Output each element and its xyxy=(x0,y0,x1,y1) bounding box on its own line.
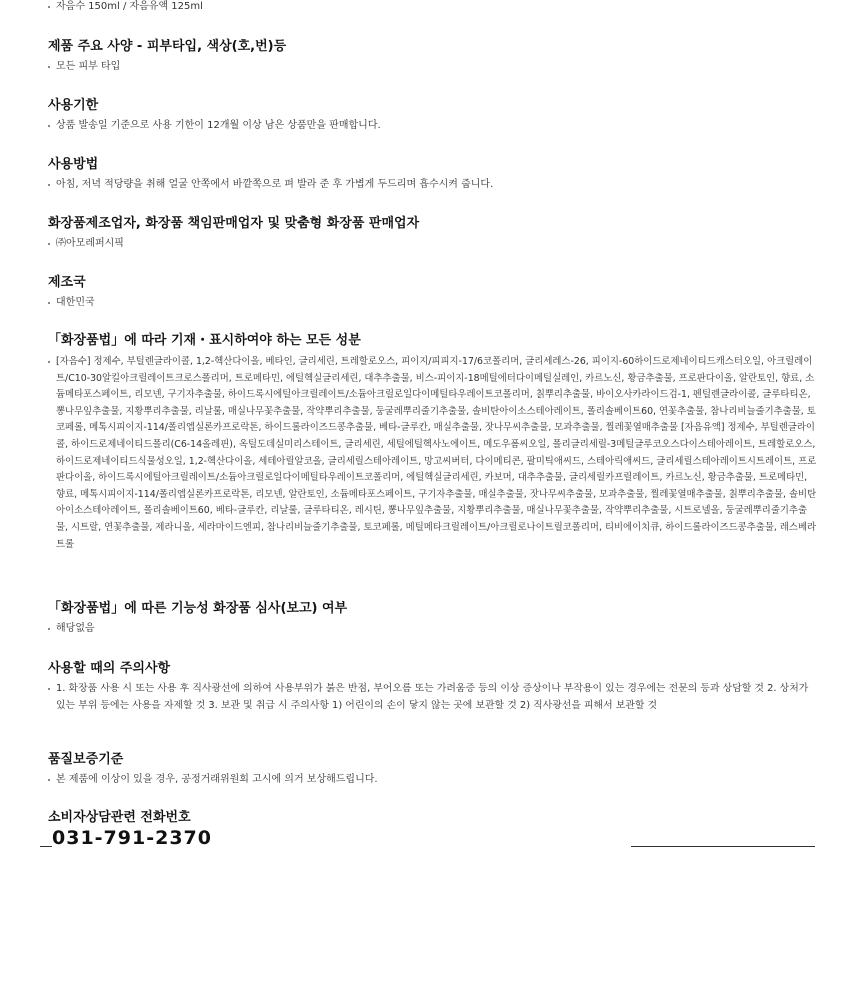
origin-text: 대한민국 xyxy=(48,295,818,312)
origin-section xyxy=(48,274,818,312)
expiry-heading: 사용기한 xyxy=(48,98,99,113)
usage-text: 아침, 저녁 적당량을 취해 얼굴 안쪽에서 바깥쪽으로 펴 발라 준 후 가볍게 두드리며 흡수시켜 줍니다. xyxy=(48,177,818,194)
functional-text: 해당없음 xyxy=(48,621,818,638)
ingredients-section xyxy=(48,332,818,553)
manufacturer-heading: 화장품제조업자, 화장품 책임판매업자 및 맞춤형 화장품 판매업자 xyxy=(48,216,420,231)
volume-text: 자음수 150ml / 자음유액 125ml xyxy=(48,0,826,16)
spec-text: 모든 피부 타입 xyxy=(48,59,818,76)
usage-section xyxy=(48,156,818,194)
caution-heading: 사용할 때의 주의사항 xyxy=(48,661,171,676)
expiry-section xyxy=(48,97,818,135)
phone-heading: 소비자상담관련 전화번호 xyxy=(48,810,191,825)
functional-heading: 「화장품법」에 따른 기능성 화장품 심사(보고) 여부 xyxy=(48,601,348,616)
manufacturer-text: ㈜아모레퍼시픽 xyxy=(48,236,818,253)
origin-heading: 제조국 xyxy=(48,275,86,290)
usage-heading: 사용방법 xyxy=(48,157,99,172)
quality-section xyxy=(48,751,818,789)
ingredients-heading: 「화장품법」에 따라 기재・표시하여야 하는 모든 성분 xyxy=(48,333,361,348)
spec-heading: 제품 주요 사양 - 피부타입, 색상(호,번)등 xyxy=(48,39,287,54)
caution-section xyxy=(48,660,818,714)
ingredients-text: [자음수] 정제수, 부틸렌글라이콜, 1,2-헥산다이올, 베타인, 글리세린, 트레할로오스, 피이지/피피지-17/6코폴리머, 글리세레스-26, 피이지-60하이드로제네이티드캐스터오일, 아크릴레이트/C10-30알킬아크릴레이트크로스폴리머, 트로메타민, 에틸헥실글리세린, 대추추출물, 비스-피이지-18메틸에터다이메틸실레인, 카르노신, 황금추출물, 프로판다이올, 알란토인, 향료, 소듐메타포스페이트, 리모넨, 구기자추출물, 하이드록시에틸아크릴레이트/소듐아크릴로일다이메틸타우레이트코폴리머, 칡뿌리추출물, 바이오사카라이드검-1, 펜틸렌글라이콜, 글루타티온, 뽕나무잎추출물, 지황뿌리추출물, 리날룰, 매실나무꽃추출물, 작약뿌리추출물, 둥굴레뿌리줄기추출물, 솔비탄아이소스테아레이트, 폴리솔베이트60, 연꽃추출물, 참나리비늘줄기추출물, 토코페롤, 메톡시피이지-114/폴리엡실론카프로락톤, 하이드롤라이즈드콩추출물, 베타-글루칸, 매실추출물, 잣나무씨추출물, 모과추출물, 찔레꽃열매추출물 [자음유액] 정제수, 부틸렌글라이콜, 하이드로제네이티드폴리(C6-14올레핀), 옥틸도데실미리스테이트, 글리세린, 세틸에틸헥사노에이트, 메도우폼씨오일, 폴리글리세릴-3메틸글루코오스다이스테아레이트, 트레할로오스, 하이드로제네이티드식물성오일, 1,2-헥산다이올, 세테아릴알코올, 글리세릴스테아레이트, 망고씨버터, 다이메티콘, 팔미틱애씨드, 스테아릭애씨드, 글리세릴스테아레이트시트레이트, 프로판다이올, 하이드록시에틸아크릴레이트/소듐아크릴로일다이메틸타우레이트코폴리머, 에틸헥실글리세린, 카보머, 대추추출물, 글리세릴카프릴레이트, 카르노신, 황금추출물, 트로메타민, 향료, 메톡시피이지-114/폴리엡실론카프로락톤, 리모넨, 알란토인, 소듐메타포스페이트, 구기자추출물, 매실추출물, 잣나무씨추출물, 모과추출물, 찔레꽃열매추출물, 칡뿌리추출물, 솔비탄아이소스테아레이트, 폴리솔베이트60, 베타-글루칸, 리날룰, 글루타티온, 레시틴, 뽕나무잎추출물, 지황뿌리추출물, 매실나무꽃추출물, 작약뿌리추출물, 시트로넬올, 둥굴레뿌리줄기추출물, 시트랄, 연꽃추출물, 제라니올, 세라마이드엔피, 참나리비늘줄기추출물, 토코페롤, 메틸메타크릴레이트/아크릴로나이트릴코폴리머, 티비에이치큐, 하이드롤라이즈드콩추출물, 레스베라트롤 xyxy=(48,354,818,553)
phone-number: 031-791-2370 xyxy=(52,827,212,849)
spec-section xyxy=(48,38,818,76)
quality-text: 본 제품에 이상이 있을 경우, 공정거래위원회 고시에 의거 보상해드립니다. xyxy=(48,772,818,789)
functional-section xyxy=(48,600,818,638)
phone-left-rule xyxy=(40,846,52,847)
quality-heading: 품질보증기준 xyxy=(48,752,124,767)
caution-text: 1. 화장품 사용 시 또는 사용 후 직사광선에 의하여 사용부위가 붉은 반점, 부어오름 또는 가려움증 등의 이상 증상이나 부작용이 있는 경우에는 전문의 등과 상담할 것 2. 상처가 있는 부위 등에는 사용을 자제할 것 3. 보관 및 취급 시 주의사항 1) 어린이의 손이 닿지 않는 곳에 보관할 것 2) 직사광선을 피해서 보관할 것 xyxy=(48,681,818,714)
phone-right-rule xyxy=(631,846,815,847)
manufacturer-section xyxy=(48,215,818,253)
expiry-text: 상품 발송일 기준으로 사용 기한이 12개월 이상 남은 상품만을 판매합니다. xyxy=(48,118,818,135)
